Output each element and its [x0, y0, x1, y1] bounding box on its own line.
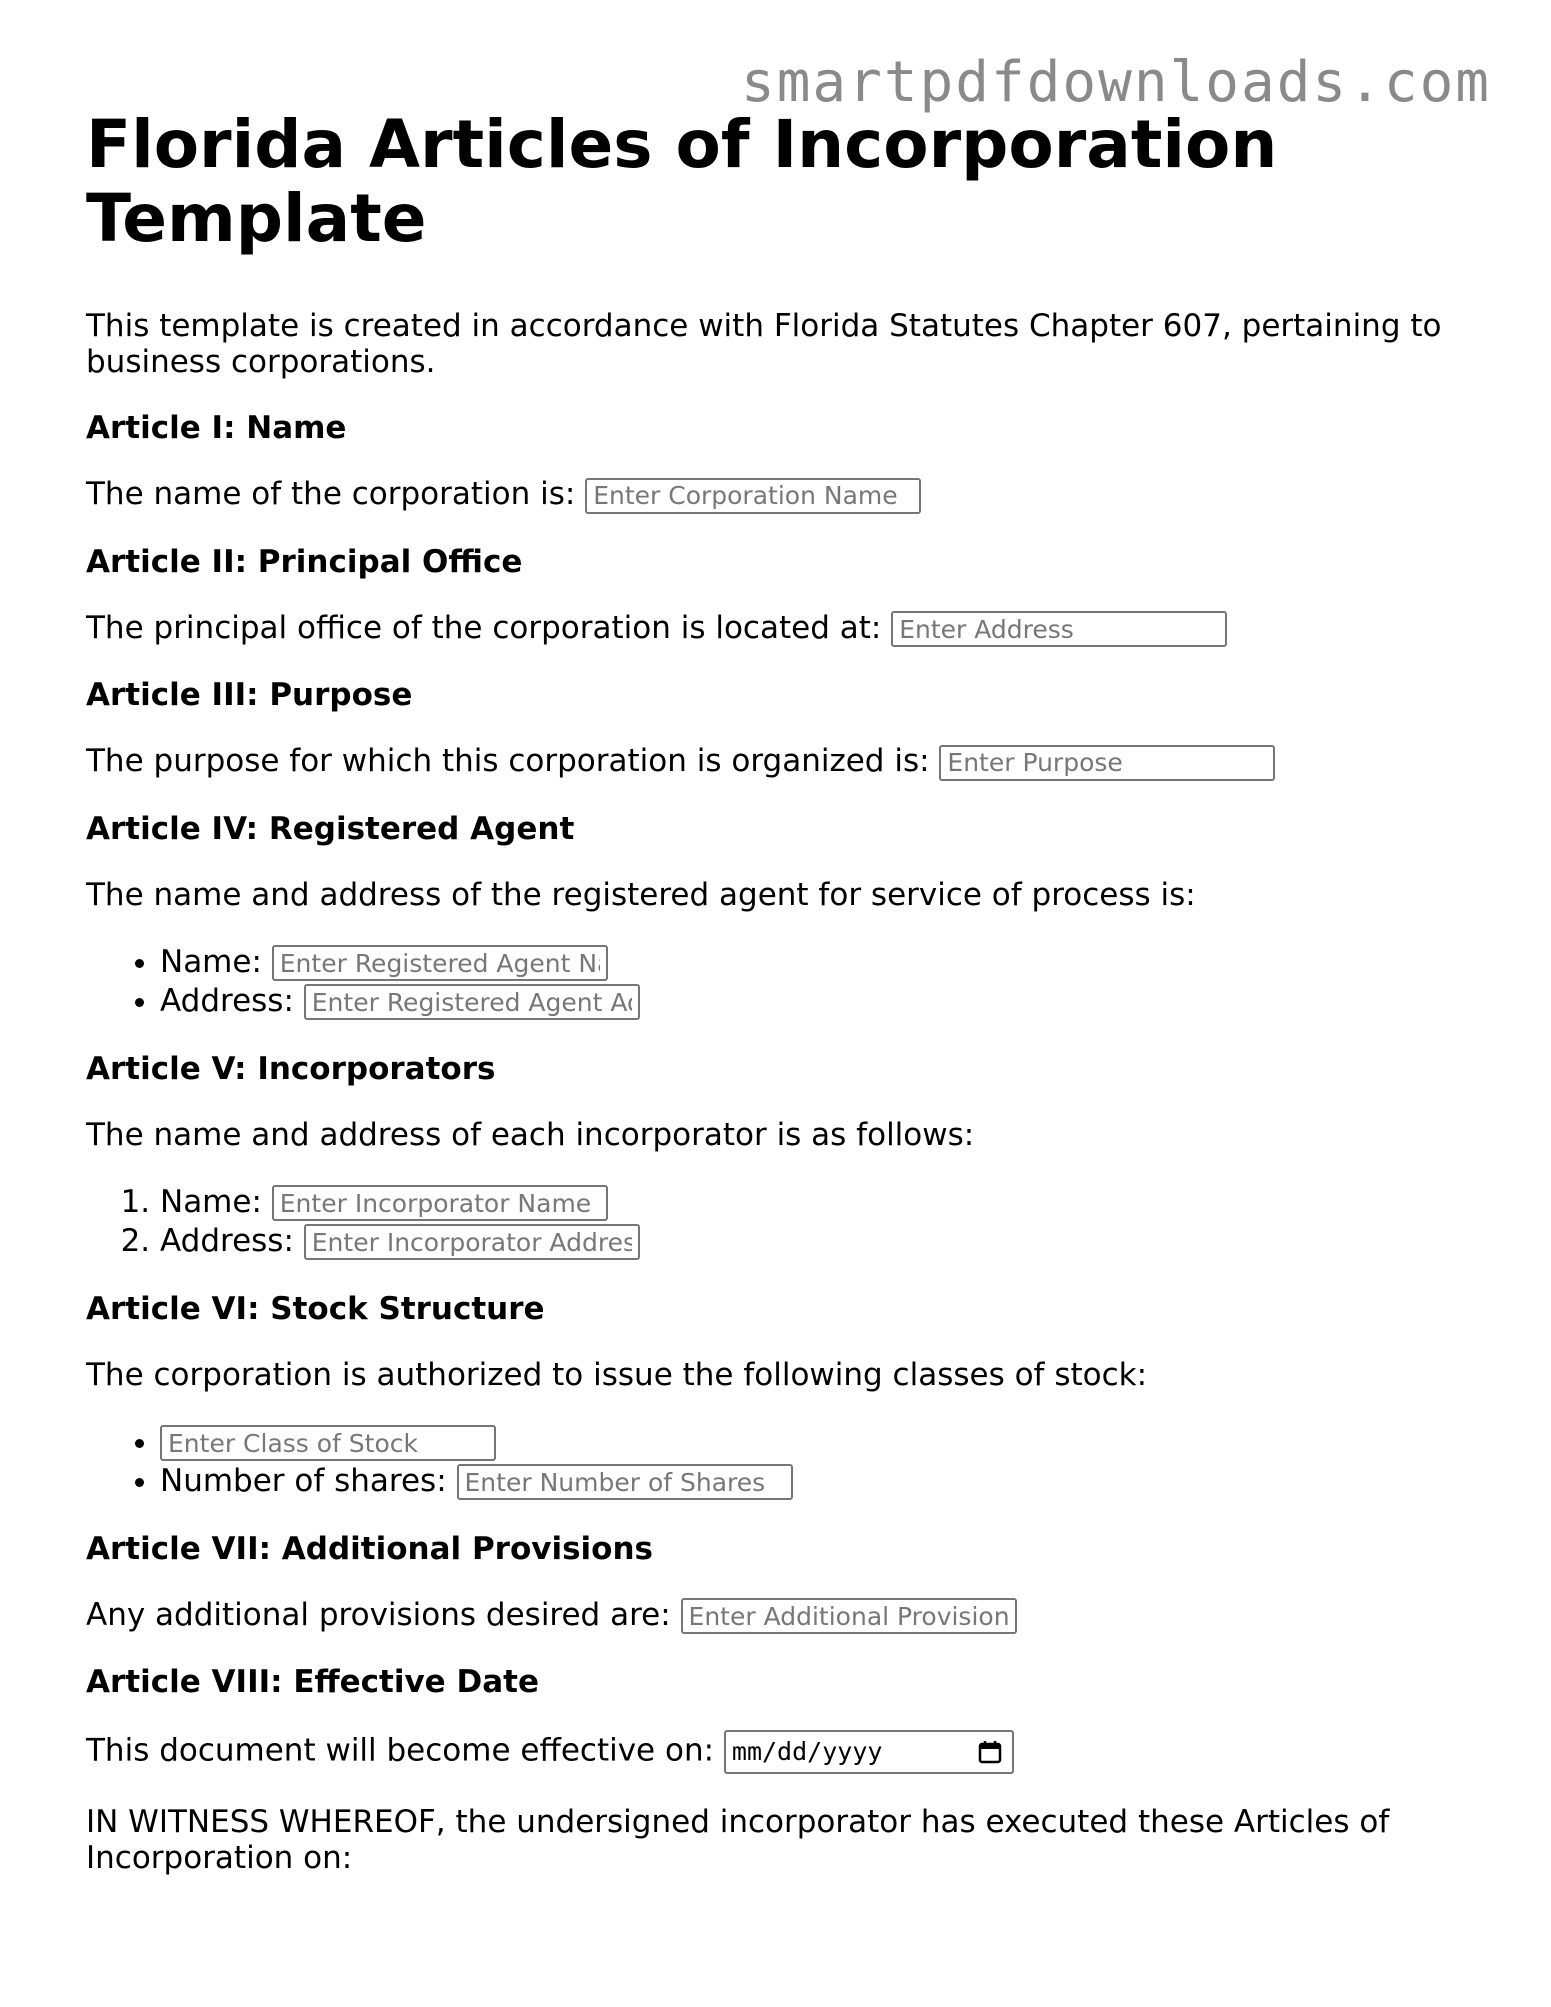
article-8-label: This document will become effective on: [86, 1732, 715, 1769]
article-1-label: The name of the corporation is: [86, 476, 576, 512]
article-6-heading: Article VI: Stock Structure [86, 1290, 545, 1327]
agent-name-label: Name: [160, 943, 262, 980]
article-3-text [86, 743, 1476, 781]
article-7-label: Any additional provisions desired are: [86, 1596, 671, 1633]
address-input[interactable] [891, 611, 1227, 647]
registered-agent-name-input[interactable] [272, 945, 608, 981]
agent-address-label: Address: [160, 982, 294, 1019]
shares-label: Number of shares: [160, 1462, 447, 1499]
incorporator-list [86, 1183, 1476, 1261]
incorporator-name-input[interactable] [272, 1185, 608, 1221]
incorporator-name-label: Name: [160, 1183, 262, 1220]
document-body [86, 108, 1476, 1906]
number-of-shares-input[interactable] [457, 1464, 793, 1500]
article-4-text: The name and address of the registered agent for service of process is: [86, 876, 1196, 913]
article-8-heading: Article VIII: Effective Date [86, 1664, 539, 1700]
article-3-label: The purpose for which this corporation is organized is: [86, 743, 930, 779]
registered-agent-list [86, 943, 1476, 1021]
witness-text: IN WITNESS WHEREOF, the undersigned incorporator has executed these Articles of Incorporation on: [86, 1804, 1390, 1876]
article-2-heading: Article II: Principal Office [86, 543, 523, 580]
article-2-text [86, 610, 1476, 648]
incorporator-address-label: Address: [160, 1222, 294, 1259]
purpose-input[interactable] [939, 745, 1275, 781]
watermark: smartpdfdownloads.com [740, 50, 1491, 115]
article-3-heading: Article III: Purpose [86, 677, 413, 713]
registered-agent-address-input[interactable] [304, 984, 640, 1020]
calendar-icon[interactable] [978, 1740, 1002, 1764]
list-item [160, 1183, 1476, 1222]
article-7-heading: Article VII: Additional Provisions [86, 1530, 653, 1567]
list-item [160, 1462, 1476, 1501]
page-title: Florida Articles of Incorporation Template [86, 106, 1278, 257]
list-item [160, 982, 1476, 1021]
corporation-name-input[interactable] [585, 478, 921, 514]
article-5-text: The name and address of each incorporator is as follows: [86, 1116, 975, 1153]
article-7-text [86, 1597, 1476, 1635]
incorporator-address-input[interactable] [304, 1224, 640, 1260]
stock-class-input[interactable] [160, 1425, 496, 1461]
intro-text: This template is created in accordance with Florida Statutes Chapter 607, pertaining to business corporations. [86, 308, 1442, 380]
article-4-heading: Article IV: Registered Agent [86, 810, 575, 847]
stock-list [86, 1423, 1476, 1501]
article-2-label: The principal office of the corporation is located at: [86, 609, 882, 646]
additional-provisions-input[interactable] [681, 1598, 1017, 1634]
article-1-text [86, 476, 1476, 514]
article-5-heading: Article V: Incorporators [86, 1050, 496, 1087]
list-item [160, 1423, 1476, 1462]
article-1-heading: Article I: Name [86, 410, 347, 446]
list-item [160, 1222, 1476, 1261]
date-value: mm/dd/yyyy [731, 1737, 883, 1766]
article-6-text: The corporation is authorized to issue the following classes of stock: [86, 1356, 1148, 1393]
article-8-text [86, 1730, 1476, 1774]
effective-date-input[interactable] [724, 1730, 1014, 1774]
list-item [160, 943, 1476, 982]
